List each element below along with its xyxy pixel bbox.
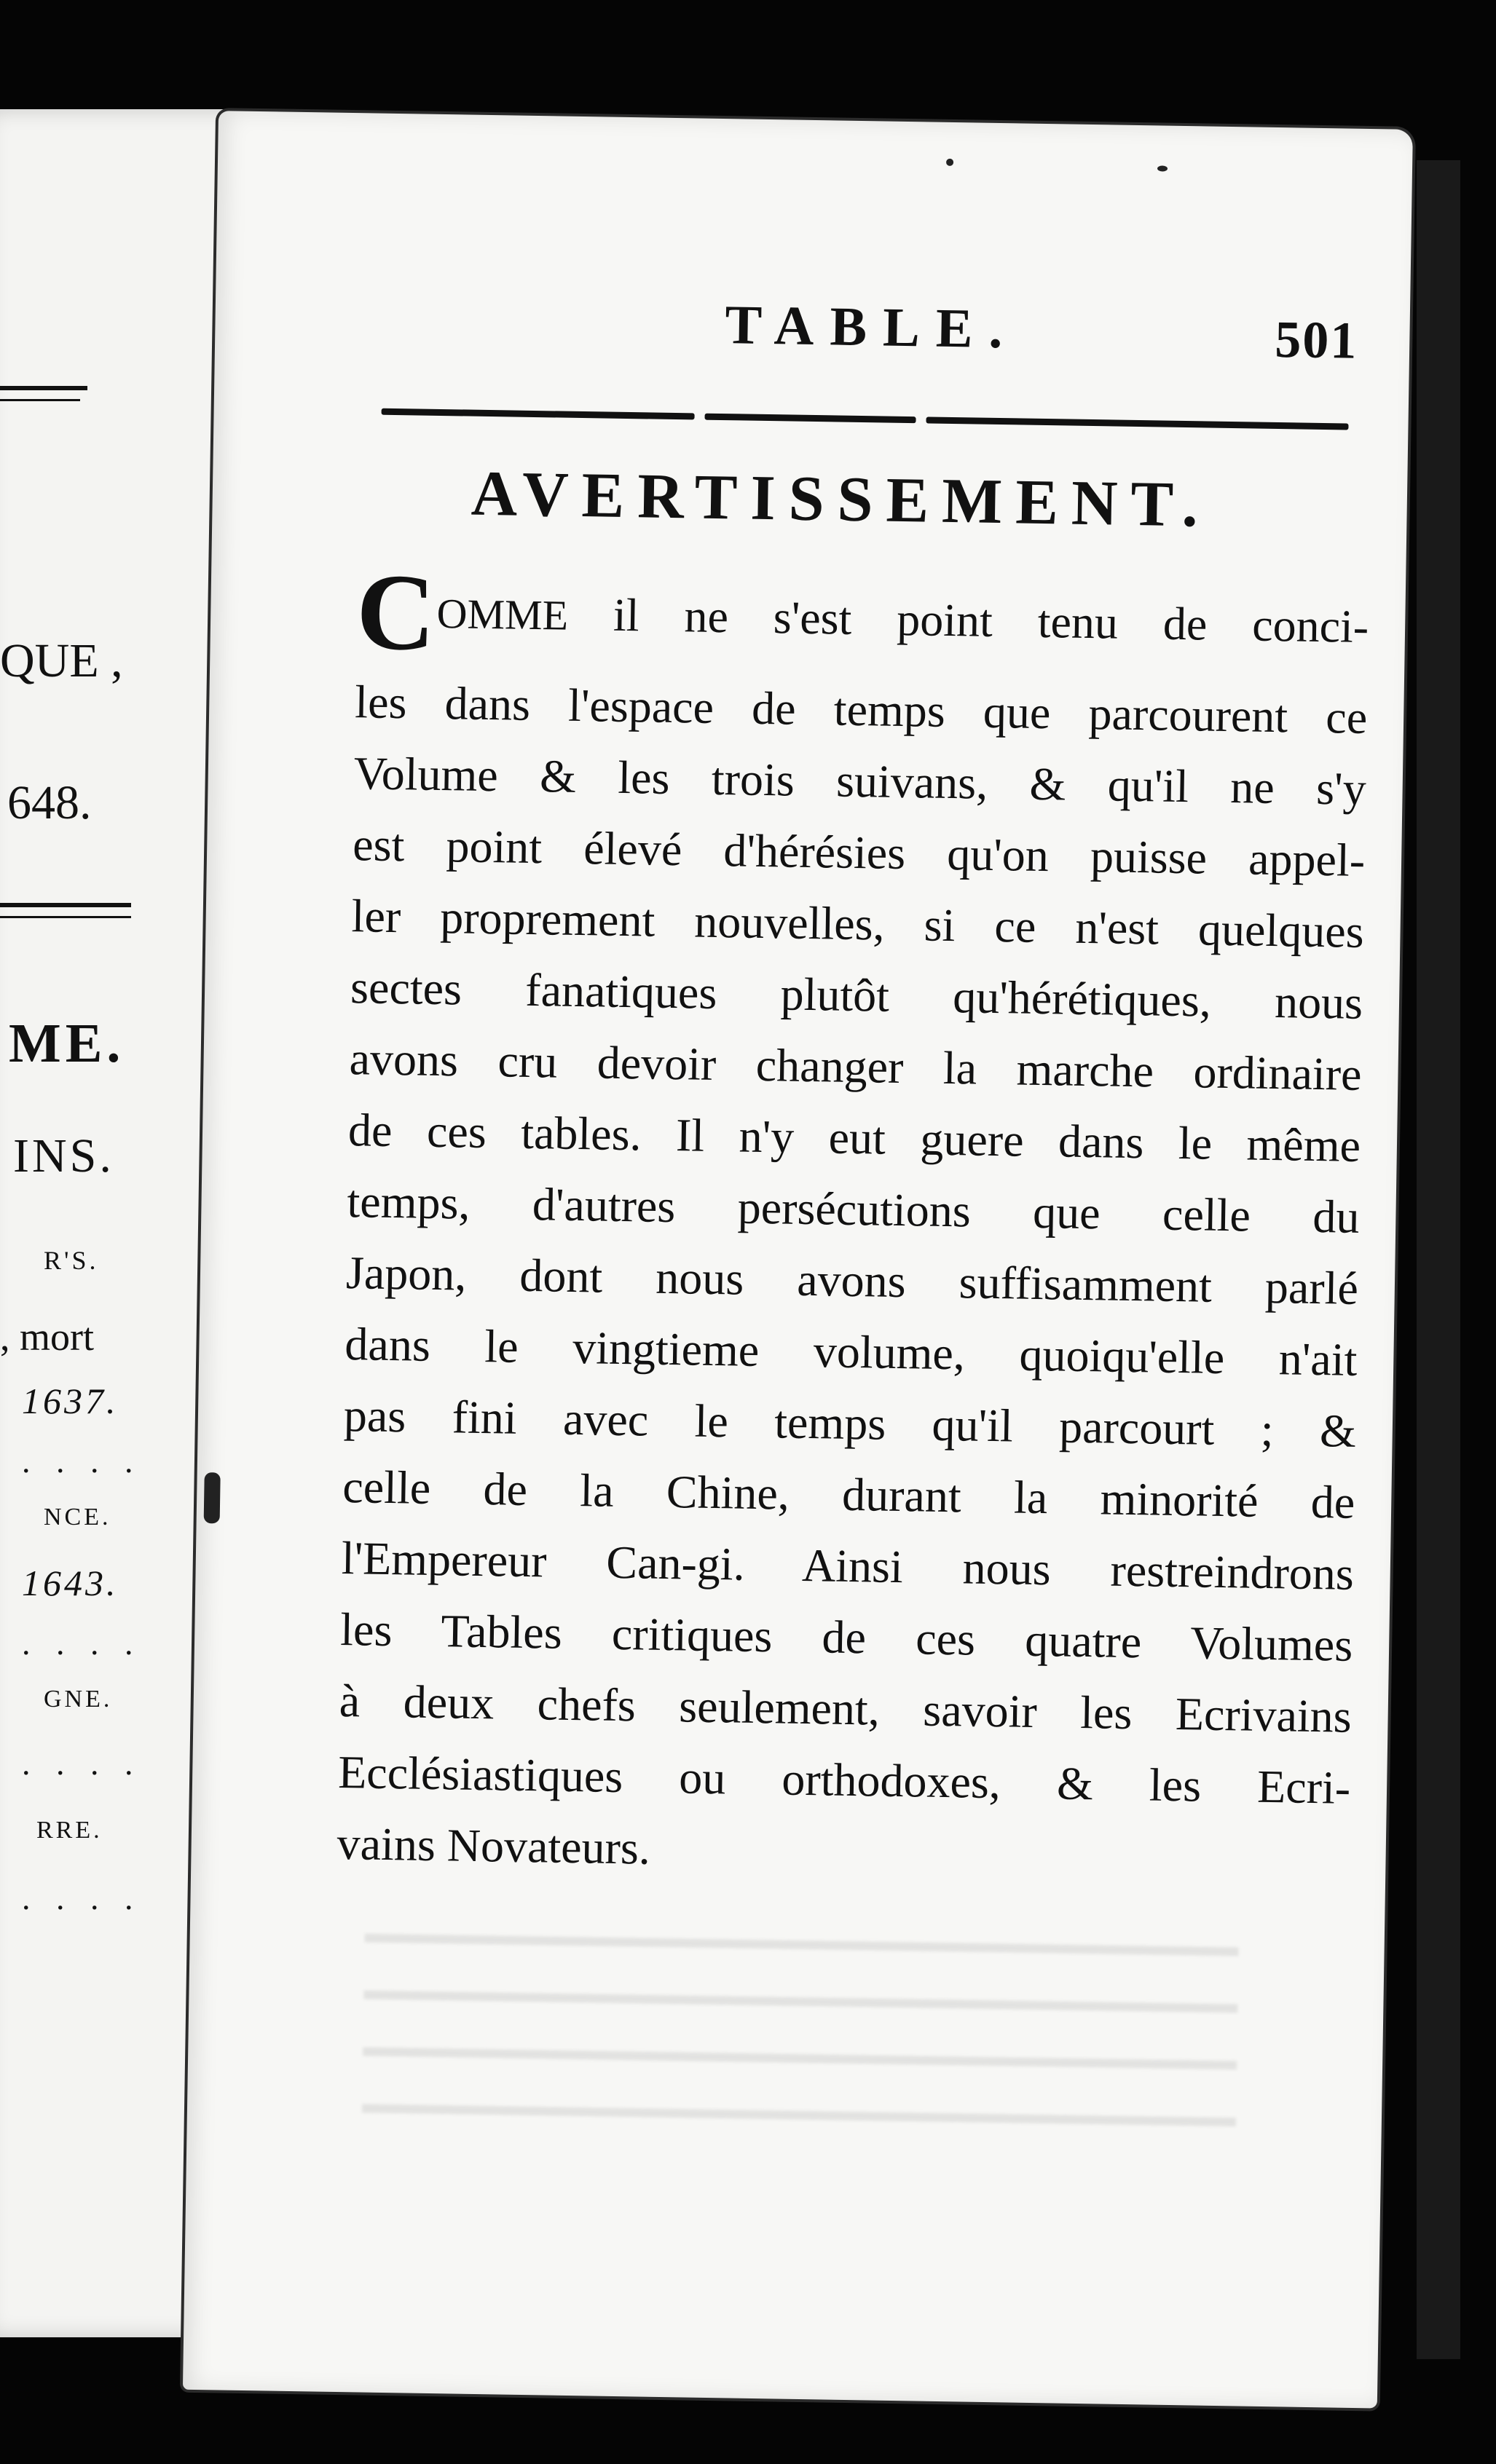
paper-speck (1157, 165, 1168, 171)
body-line: temps, d'autres persécutions que celle du (347, 1175, 1360, 1243)
page-number: 501 (1274, 309, 1358, 370)
right-page (183, 111, 1413, 2408)
body-line: à deux chefs seulement, savoir les Ecrivains (339, 1674, 1353, 1742)
left-page-fragment: GNE. (44, 1686, 113, 1713)
header-rule-segment (705, 414, 916, 424)
body-line: Japon, dont nous avons suffisamment parlé (345, 1247, 1359, 1314)
body-line: Volume & les trois suivans, & qu'il ne s'y (353, 747, 1367, 815)
left-page-rule (0, 386, 87, 390)
left-page-fragment: RRE. (36, 1817, 103, 1844)
left-page-fragment: R'S. (44, 1246, 99, 1275)
body-line: est point élevé d'hérésies qu'on puisse appel- (352, 818, 1366, 886)
left-page-rule (0, 903, 131, 907)
header-rule-segment (926, 416, 1348, 430)
left-page-fragment: 1637. (22, 1381, 119, 1421)
left-page-rule (0, 399, 80, 401)
left-page-fragment: , mort (0, 1315, 94, 1359)
paper-speck (946, 159, 953, 166)
left-page-rule (0, 916, 131, 918)
body-line: sectes fanatiques plutôt qu'hérétiques, nous (350, 961, 1363, 1029)
paper-speck (204, 1472, 221, 1523)
body-line: pas fini avec le temps qu'il parcourt ; & (343, 1389, 1357, 1457)
body-line: ler proprement nouvelles, si ce n'est quelques (351, 890, 1365, 957)
left-page-fragment: . . . . (22, 1442, 142, 1480)
body-line: avons cru devoir changer la marche ordinaire (349, 1032, 1363, 1100)
body-line: celle de la Chine, durant la minorité de (342, 1461, 1355, 1528)
left-page-fragment: . . . . (22, 1745, 142, 1782)
body-line (355, 551, 1369, 682)
drop-cap: C (355, 551, 436, 674)
header-rule (382, 408, 1354, 430)
left-page-fragment: 648. (7, 776, 92, 829)
body-line: les dans l'espace de temps que parcourent ce (354, 676, 1368, 743)
left-page-fragment: 1643. (22, 1563, 119, 1603)
body-line-text: il ne s'est point tenu de conci- (567, 588, 1369, 653)
body-line: l'Empereur Can-gi. Ainsi nous restreindrons (341, 1532, 1355, 1600)
body-line: les Tables critiques de ces quatre Volumes (339, 1603, 1353, 1671)
page-edge-shadow (1417, 160, 1460, 2359)
left-page-fragment: NCE. (44, 1504, 111, 1531)
running-head: TABLE. (724, 294, 1020, 360)
body-line: Ecclésiastiques ou orthodoxes, & les Ecri- (337, 1745, 1351, 1814)
small-caps-word: OMME (436, 589, 569, 639)
left-page-fragment: . . . . (22, 1624, 142, 1662)
section-title: AVERTISSEMENT. (471, 458, 1212, 541)
show-through-shadow (362, 1905, 1240, 2137)
left-page-fragment: QUE , (0, 634, 123, 687)
body-line: de ces tables. Il n'y eut guere dans le même (347, 1104, 1361, 1172)
left-page-fragment: ME. (9, 1013, 125, 1074)
header-rule-segment (382, 408, 695, 420)
left-page-fragment: . . . . (22, 1879, 142, 1916)
body-text (336, 551, 1369, 1895)
left-page-fragment: INS. (13, 1129, 114, 1182)
body-line: dans le vingtieme volume, quoiqu'elle n'ait (344, 1318, 1358, 1386)
body-line: vains Novateurs. (336, 1817, 651, 1874)
